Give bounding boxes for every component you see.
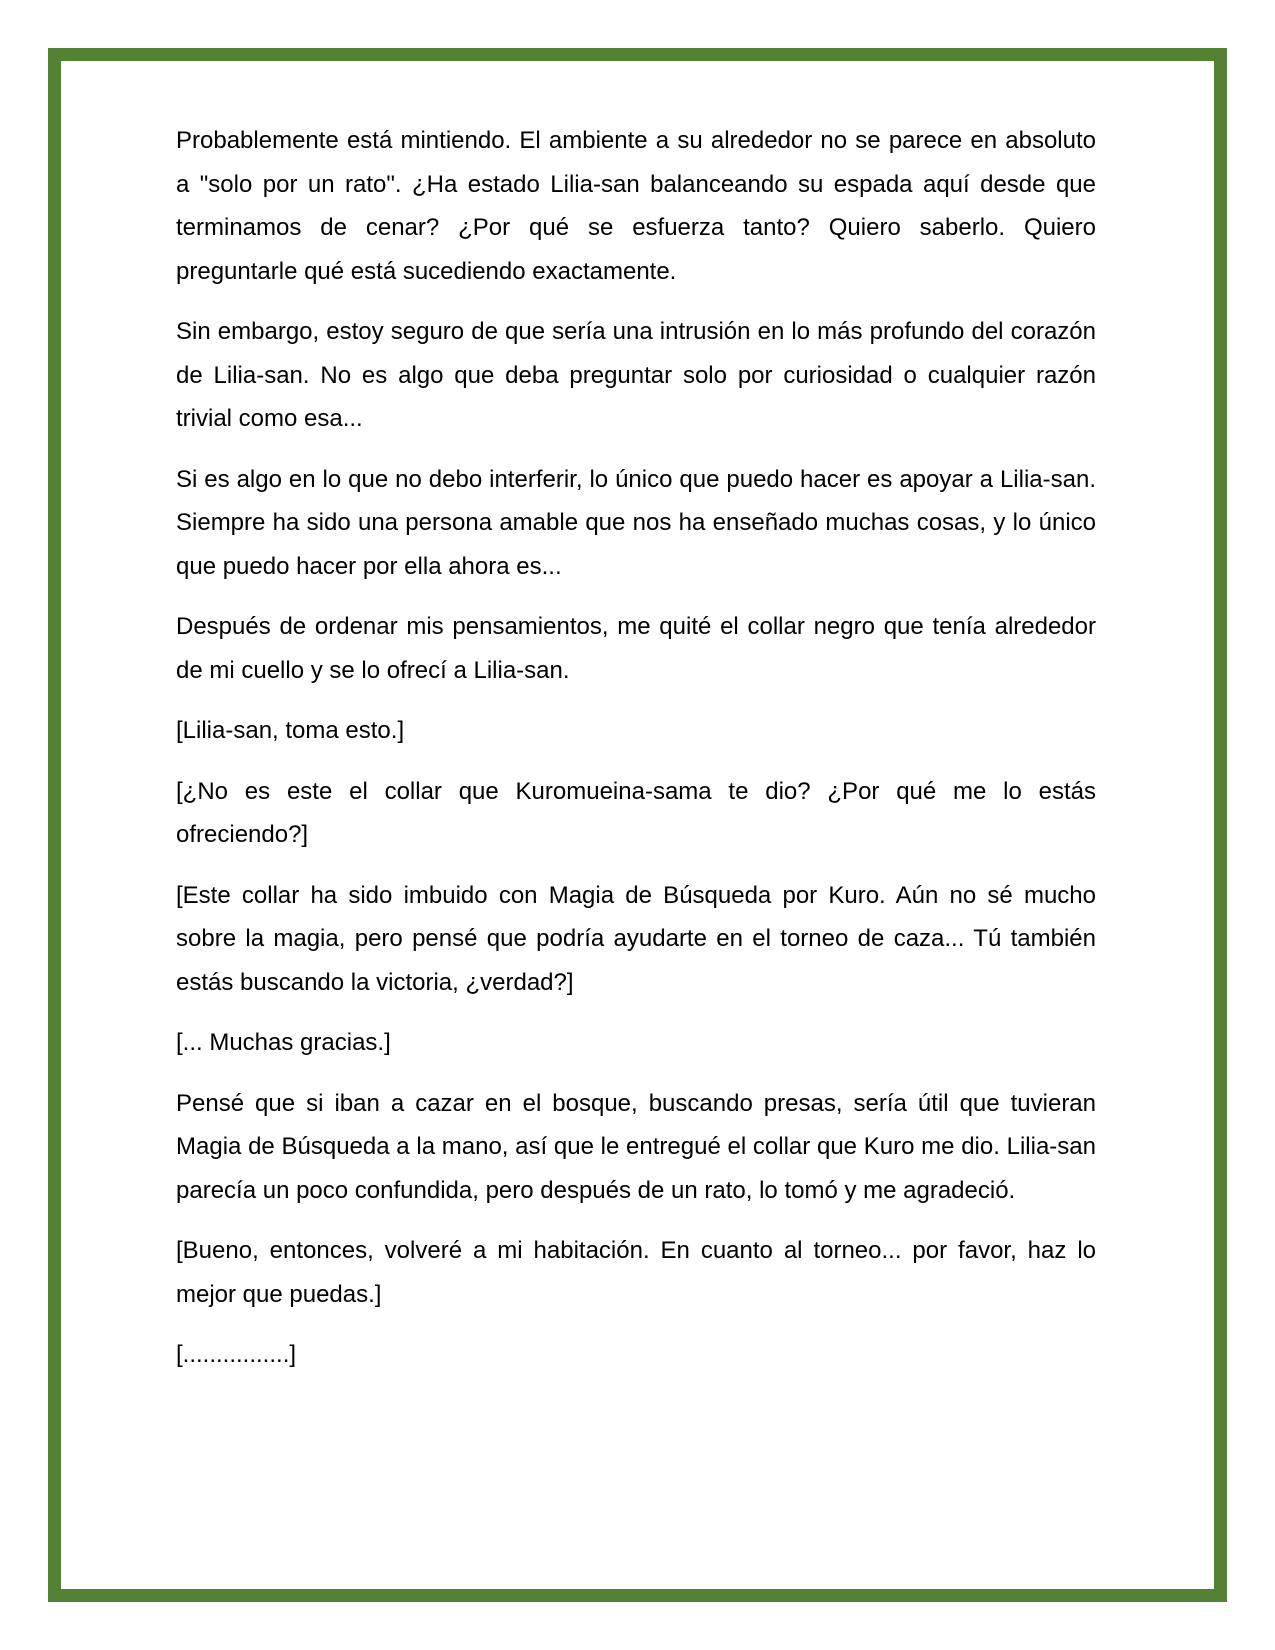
paragraph: Si es algo en lo que no debo interferir, lo único que puedo hacer es apoyar a Lilia-san. Siempre ha sido una persona amable que nos ha enseñado muchas cosas, y lo único que puedo hacer por ella ahora es... [176, 465, 1096, 580]
dialogue-line: [¿No es este el collar que Kuromueina-sama te dio? ¿Por qué me lo estás ofreciendo?] [176, 777, 1096, 848]
dialogue-line: [Este collar ha sido imbuido con Magia de Búsqueda por Kuro. Aún no sé mucho sobre la magia, pero pensé que podría ayudarte en el torneo de caza... Tú también estás buscando la victoria, ¿verdad?] [176, 881, 1096, 996]
paragraph: Después de ordenar mis pensamientos, me quité el collar negro que tenía alrededor de mi cuello y se lo ofrecí a Lilia-san. [176, 613, 1096, 684]
dialogue-line: [Bueno, entonces, volveré a mi habitación. En cuanto al torneo... por favor, haz lo mejor que puedas.] [176, 1237, 1096, 1308]
paragraph: Probablemente está mintiendo. El ambiente a su alrededor no se parece en absoluto a "solo por un rato". ¿Ha estado Lilia-san balanceando su espada aquí desde que terminamos de cenar? ¿Por qué se esfuerza tanto? Quiero saberlo. Quiero preguntarle qué está sucediendo exactamente. [176, 127, 1096, 285]
dialogue-line: [... Muchas gracias.] [176, 1029, 391, 1056]
dialogue-line: [................] [176, 1341, 297, 1368]
page-content [176, 119, 1096, 1394]
paragraph: Sin embargo, estoy seguro de que sería una intrusión en lo más profundo del corazón de Lilia-san. No es algo que deba preguntar solo por curiosidad o cualquier razón trivial como esa... [176, 318, 1096, 432]
paragraph: Pensé que si iban a cazar en el bosque, buscando presas, sería útil que tuvieran Magia de Búsqueda a la mano, así que le entregué el collar que Kuro me dio. Lilia-san parecía un poco confundida, pero después de un rato, lo tomó y me agradeció. [176, 1089, 1096, 1204]
dialogue-line: [Lilia-san, toma esto.] [176, 717, 405, 744]
